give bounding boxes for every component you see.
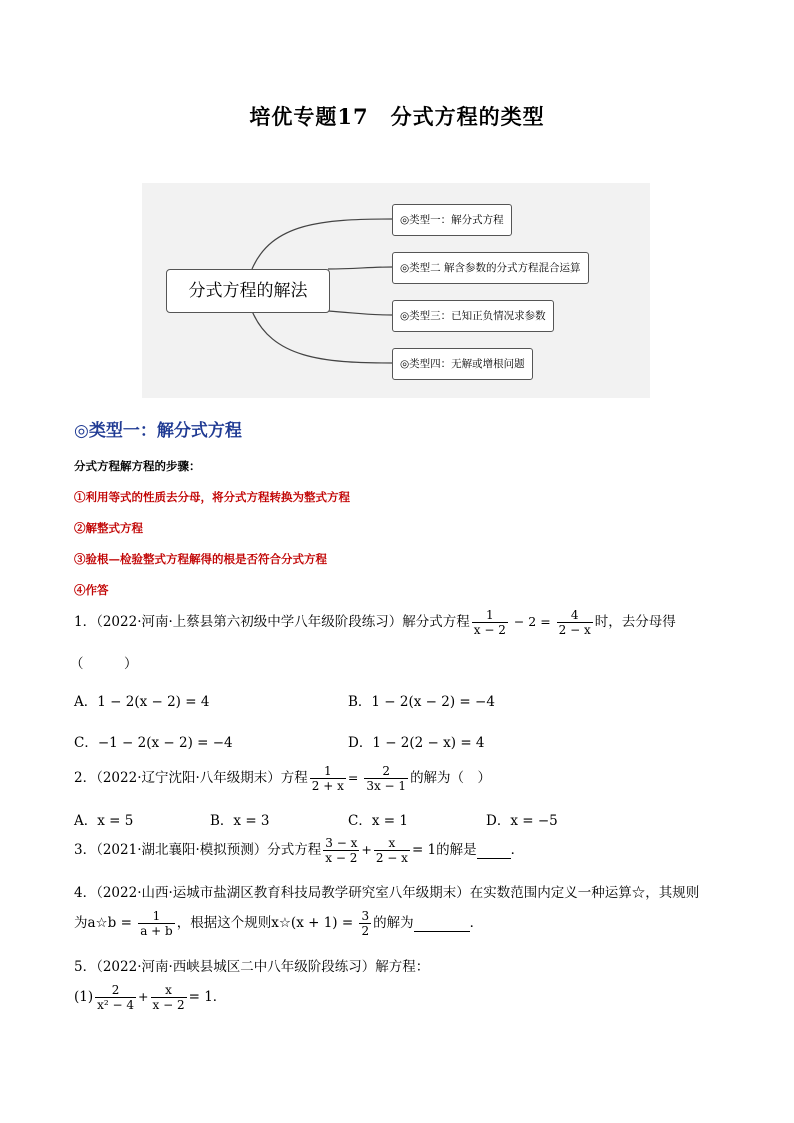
fraction: $\frac{1}{x - 2}$ xyxy=(473,608,506,637)
question-1-stem: 1．（2022·河南·上蔡县第六初级中学八年级阶段练习）解分式方程 $\frac{1}{x - 2}$ − 2 = $\frac{4}{2 - x}$ 时，去分母得 xyxy=(74,608,676,637)
fraction: $\frac{2}{\text{x² − 4}}$ xyxy=(97,983,135,1012)
question-4-line2: 为a☆b = $\frac{1}{a + b}$ ，根据这个规则x☆(x + 1) = $\frac{3}{2}$ 的解为 ． xyxy=(74,909,484,938)
option-a: A．1 − 2(x − 2) = 4 xyxy=(74,694,210,710)
option-b: B．x = 3 xyxy=(210,813,270,829)
fraction: $\frac{x}{2 - x}$ xyxy=(375,836,408,865)
option-d: D．x = −5 xyxy=(486,813,558,829)
fraction: $\frac{1}{a + b}$ xyxy=(140,909,173,938)
question-2-stem: 2．（2022·辽宁沈阳·八年级期末）方程 $\frac{1}{2 + x}$ = $\frac{2}{3x - 1}$ 的解为（ ） xyxy=(74,764,492,793)
step-4: ④作答 xyxy=(74,583,109,597)
step-2: ②解整式方程 xyxy=(74,521,143,535)
option-c: C．x = 1 xyxy=(348,813,408,829)
mind-map-leaf-type3: ◎类型三：已知正负情况求参数 xyxy=(392,300,554,332)
mind-map-leaf-type2: ◎类型二 解含参数的分式方程混合运算 xyxy=(392,252,589,284)
question-5-part1: (1) $\frac{2}{\text{x² − 4}}$ + $\frac{x}{x - 2}$ = 1． xyxy=(74,983,227,1012)
fraction: $\frac{3}{2}$ xyxy=(361,909,370,938)
fraction: $\frac{2}{3x - 1}$ xyxy=(366,764,407,793)
fraction: $\frac{4}{2 - x}$ xyxy=(558,608,591,637)
answer-paren: （ ） xyxy=(70,656,138,672)
mind-map-root: 分式方程的解法 xyxy=(166,269,330,313)
question-5-line1: 5．（2022·河南·西峡县城区二中八年级阶段练习）解方程： xyxy=(74,959,430,975)
steps-heading: 分式方程解方程的步骤： xyxy=(74,459,201,473)
mind-map xyxy=(142,183,650,398)
option-a: A．x = 5 xyxy=(74,813,134,829)
answer-blank[interactable] xyxy=(477,842,511,859)
fraction: $\frac{3 - x}{x - 2}$ xyxy=(325,836,358,865)
option-b: B．1 − 2(x − 2) = −4 xyxy=(348,694,495,710)
question-1-text: 1．（2022·河南·上蔡县第六初级中学八年级阶段练习）解分式方程 xyxy=(74,614,470,630)
question-3-stem: 3．（2021·湖北襄阳·模拟预测）分式方程 $\frac{3 - x}{x - 2}$ + $\frac{x}{2 - x}$ = 1的解是 ． xyxy=(74,836,525,865)
mind-map-leaf-type4: ◎类型四：无解或增根问题 xyxy=(392,348,533,380)
answer-blank[interactable] xyxy=(414,915,470,932)
option-d: D．1 − 2(2 − x) = 4 xyxy=(348,735,485,751)
mind-map-leaf-type1: ◎类型一：解分式方程 xyxy=(392,204,512,236)
section-title: ◎类型一：解分式方程 xyxy=(74,421,242,441)
page-title: 培优专题17 分式方程的类型 xyxy=(249,104,545,129)
step-1: ①利用等式的性质去分母，将分式方程转换为整式方程 xyxy=(74,490,350,504)
step-3: ③验根—检验整式方程解得的根是否符合分式方程 xyxy=(74,552,327,566)
question-4-line1: 4．（2022·山西·运城市盐湖区教育科技局教学研究室八年级期末）在实数范围内定义一种运算☆，其规则 xyxy=(74,885,700,901)
fraction: $\frac{1}{2 + x}$ xyxy=(311,764,344,793)
fraction: $\frac{x}{x - 2}$ xyxy=(152,983,185,1012)
option-c: C．−1 − 2(x − 2) = −4 xyxy=(74,735,233,751)
